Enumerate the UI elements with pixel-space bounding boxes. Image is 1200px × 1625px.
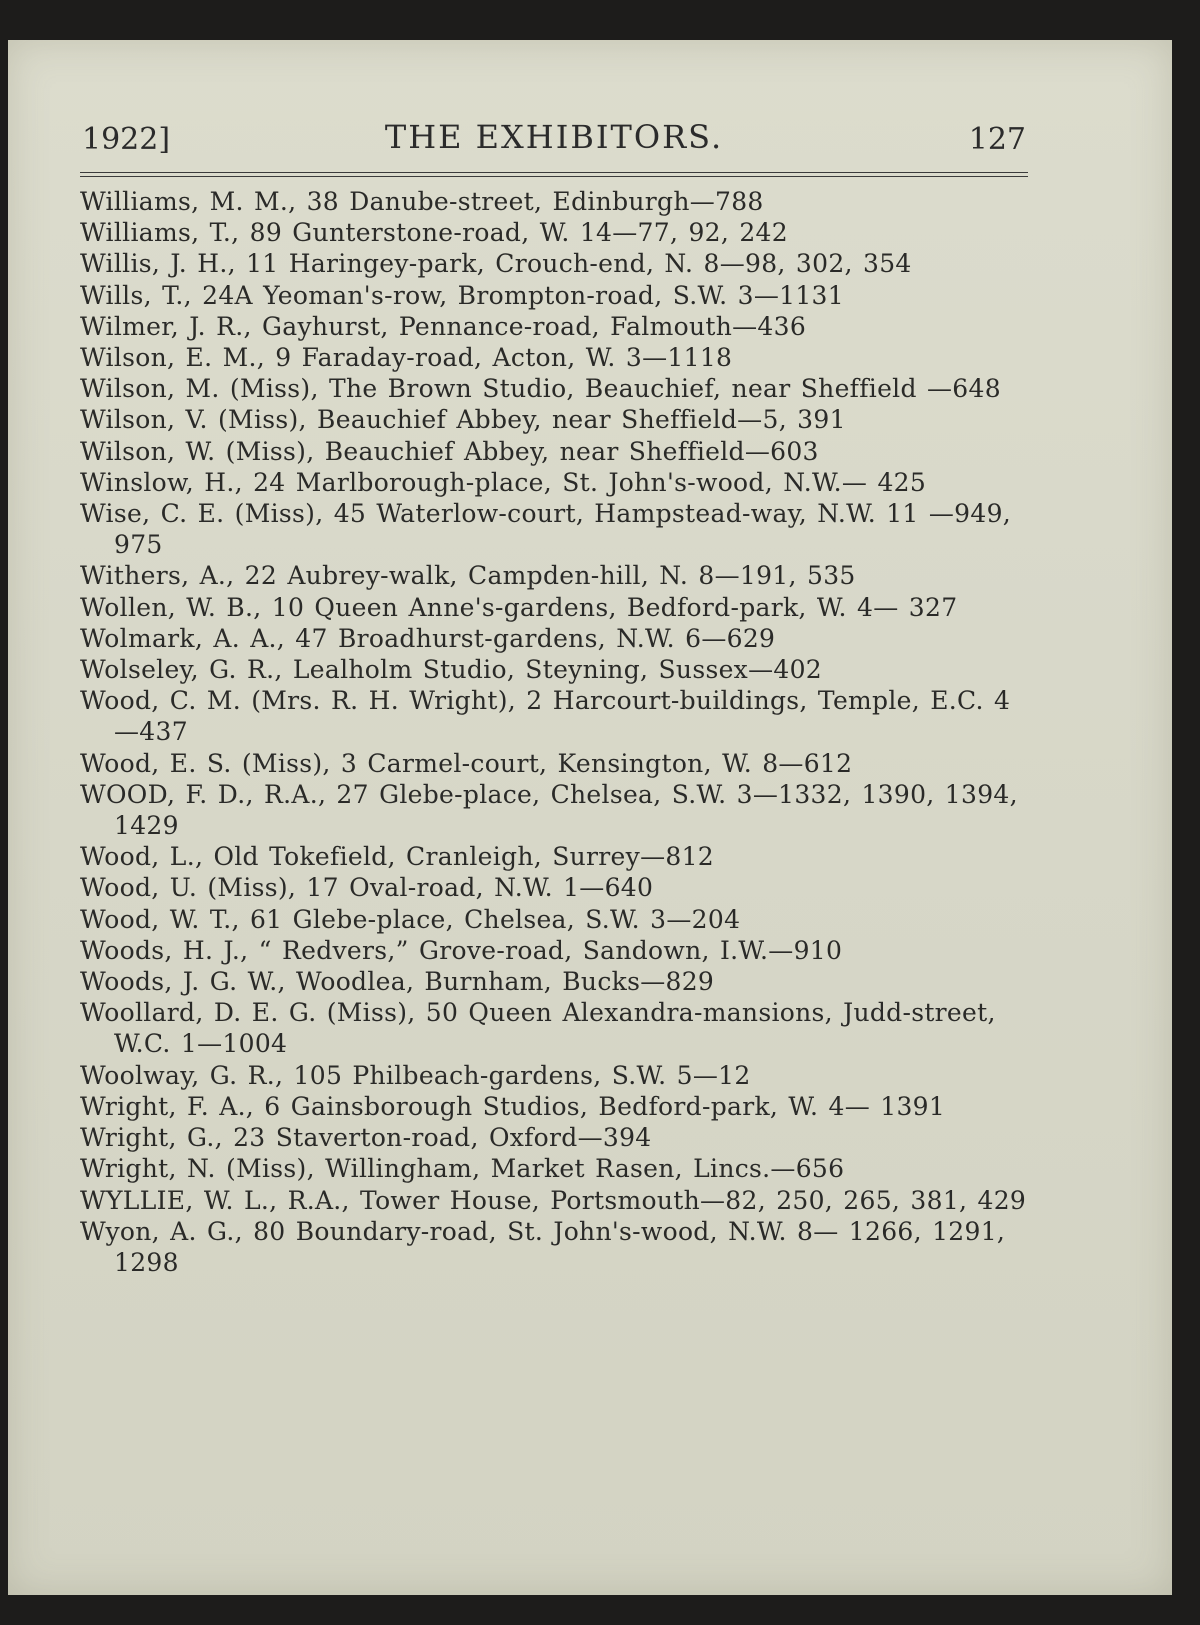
header-rule-upper: [80, 172, 1028, 173]
exhibitor-entry: Woolway, G. R., 105 Philbeach-gardens, S.W. 5—12: [80, 1060, 751, 1090]
exhibitor-entry: Williams, T., 89 Gunterstone-road, W. 14—77, 92, 242: [80, 218, 788, 248]
exhibitor-entry: Wilson, V. (Miss), Beauchief Abbey, near Sheffield—5, 391: [80, 405, 846, 435]
exhibitor-entry: Wilson, M. (Miss), The Brown Studio, Beauchief, near Sheffield —648: [80, 374, 1001, 404]
exhibitor-entry: Woollard, D. E. G. (Miss), 50 Queen Alexandra-mansions, Judd-street, W.C. 1—1004: [80, 998, 996, 1059]
exhibitor-entry: Wood, L., Old Tokefield, Cranleigh, Surrey—812: [80, 842, 714, 872]
exhibitor-entry: Wilmer, J. R., Gayhurst, Pennance-road, Falmouth—436: [80, 311, 807, 341]
exhibitor-entry: Williams, M. M., 38 Danube-street, Edinburgh—788: [80, 187, 764, 216]
exhibitor-entry: Winslow, H., 24 Marlborough-place, St. John's-wood, N.W.— 425: [80, 467, 927, 497]
exhibitor-entry: Wright, G., 23 Staverton-road, Oxford—394: [80, 1123, 652, 1153]
exhibitor-entry: Woods, H. J., “ Redvers,” Grove-road, Sandown, I.W.—910: [80, 935, 843, 965]
exhibitor-entry: Wolmark, A. A., 47 Broadhurst-gardens, N.W. 6—629: [80, 623, 776, 653]
exhibitor-entry: Wright, N. (Miss), Willingham, Market Rasen, Lincs.—656: [80, 1154, 845, 1184]
exhibitor-entry: Wolseley, G. R., Lealholm Studio, Steyning, Sussex—402: [80, 655, 822, 685]
exhibitor-entry: Willis, J. H., 11 Haringey-park, Crouch-end, N. 8—98, 302, 354: [80, 249, 912, 279]
exhibitor-entry: Wilson, E. M., 9 Faraday-road, Acton, W. 3—1118: [80, 343, 733, 373]
exhibitor-entry: Withers, A., 22 Aubrey-walk, Campden-hill, N. 8—191, 535: [80, 561, 856, 591]
exhibitor-entry: Wood, U. (Miss), 17 Oval-road, N.W. 1—640: [80, 873, 654, 903]
page-title: THE EXHIBITORS.: [384, 118, 724, 156]
header-rule-lower: [80, 176, 1028, 177]
exhibitor-entry: WOOD, F. D., R.A., 27 Glebe-place, Chelsea, S.W. 3—1332, 1390, 1394, 1429: [80, 779, 1018, 841]
exhibitor-entry: Wyon, A. G., 80 Boundary-road, St. John's-wood, N.W. 8— 1266, 1291, 1298: [80, 1216, 1006, 1277]
exhibitor-entry: WYLLIE, W. L., R.A., Tower House, Portsmouth—82, 250, 265, 381, 429: [80, 1185, 1027, 1215]
exhibitor-entry: Wood, C. M. (Mrs. R. H. Wright), 2 Harcourt-buildings, Temple, E.C. 4—437: [80, 686, 1011, 747]
exhibitor-entry: Wood, W. T., 61 Glebe-place, Chelsea, S.W. 3—204: [80, 904, 741, 934]
exhibitor-entry: Wood, E. S. (Miss), 3 Carmel-court, Kensington, W. 8—612: [80, 748, 853, 778]
header-year: 1922]: [82, 122, 171, 157]
exhibitor-list: [80, 186, 1030, 1278]
exhibitor-entry: Woods, J. G. W., Woodlea, Burnham, Bucks—829: [80, 967, 715, 997]
page-header: [78, 118, 1030, 162]
exhibitor-entry: Wright, F. A., 6 Gainsborough Studios, Bedford-park, W. 4— 1391: [80, 1091, 946, 1121]
exhibitor-entry: Wills, T., 24A Yeoman's-row, Brompton-road, S.W. 3—1131: [80, 280, 844, 310]
exhibitor-entry: Wollen, W. B., 10 Queen Anne's-gardens, Bedford-park, W. 4— 327: [80, 592, 958, 622]
exhibitor-entry: Wise, C. E. (Miss), 45 Waterlow-court, Hampstead-way, N.W. 11 —949, 975: [80, 499, 1012, 560]
page-number: 127: [968, 122, 1026, 157]
exhibitor-entry: Wilson, W. (Miss), Beauchief Abbey, near Sheffield—603: [80, 436, 819, 466]
